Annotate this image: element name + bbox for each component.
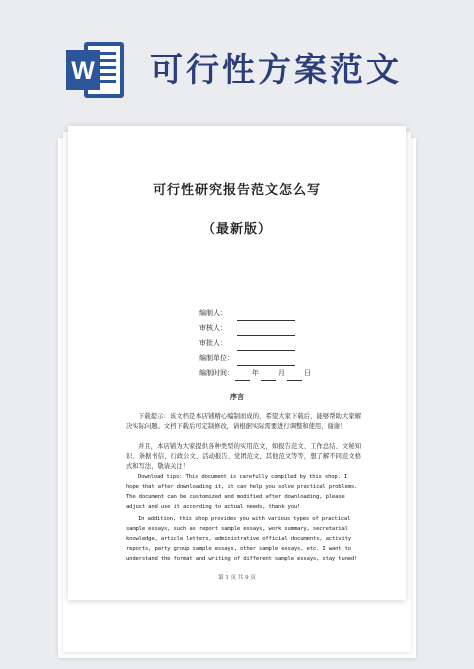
field-label: 审批人： <box>199 339 227 347</box>
blank-line <box>235 370 250 381</box>
page-number: 第 1 页 共 9 页 <box>218 575 256 581</box>
field-label: 编制单位： <box>199 354 234 362</box>
field-label: 审核人： <box>199 324 227 332</box>
date-day-unit: 日 <box>304 369 311 377</box>
document-title: 可行性研究报告范文怎么写 <box>152 183 321 198</box>
document-subtitle: （最新版） <box>201 222 272 237</box>
blank-line <box>237 340 295 351</box>
preface-heading: 序言 <box>230 392 244 401</box>
paragraph-cn-1: 下载提示：该文档是本店铺精心编制而成的，希望大家下载后，能够帮助大家解决实际问题。文档下载后可定制修改，请根据实际需要进行调整和使用，谢谢！ <box>126 413 361 430</box>
field-approver <box>199 336 379 351</box>
field-unit <box>199 351 379 366</box>
info-fields <box>199 306 379 381</box>
blank-line <box>261 370 276 381</box>
field-date <box>199 366 379 381</box>
paragraph-en-1: Download tips: This document is carefully compiled by this shop. I hope that after downloading it, it can help you solve practical problems. The document can be customized and modified after downloading, please adjust and use it according to actual needs, thank you! <box>126 474 358 510</box>
field-label: 编制时间： <box>199 369 234 377</box>
blank-line <box>237 310 295 321</box>
word-document-icon <box>64 38 128 102</box>
paragraph-en-2: In addition, this shop provides you with various types of practical sample essays, such as report sample essays, work summary, secretarial knowledge, article letters, administrative official documents, activity reports, party group sample essays, other sample essays, etc. I want to understand the format and writing of different sample essays, stay tuned! <box>126 516 358 562</box>
date-year-unit: 年 <box>252 369 259 377</box>
word-icon-letter: W <box>71 57 95 85</box>
field-label: 编制人： <box>199 309 227 317</box>
blank-line <box>237 355 295 366</box>
date-month-unit: 月 <box>278 369 285 377</box>
document-page[interactable] <box>68 126 406 600</box>
field-reviewer <box>199 321 379 336</box>
blank-line <box>237 325 295 336</box>
field-compiler <box>199 306 379 321</box>
banner-title: 可行性方案范文 <box>150 50 402 89</box>
blank-line <box>287 370 302 381</box>
paragraph-cn-2: 并且，本店铺为大家提供各种类型的实用范文，如报告范文、工作总结、文秘知识、条据书信、行政公文、活动报告、党团范文、其他范文等等，想了解不同范文格式和写法，敬请关注！ <box>126 443 361 470</box>
banner <box>0 0 474 110</box>
